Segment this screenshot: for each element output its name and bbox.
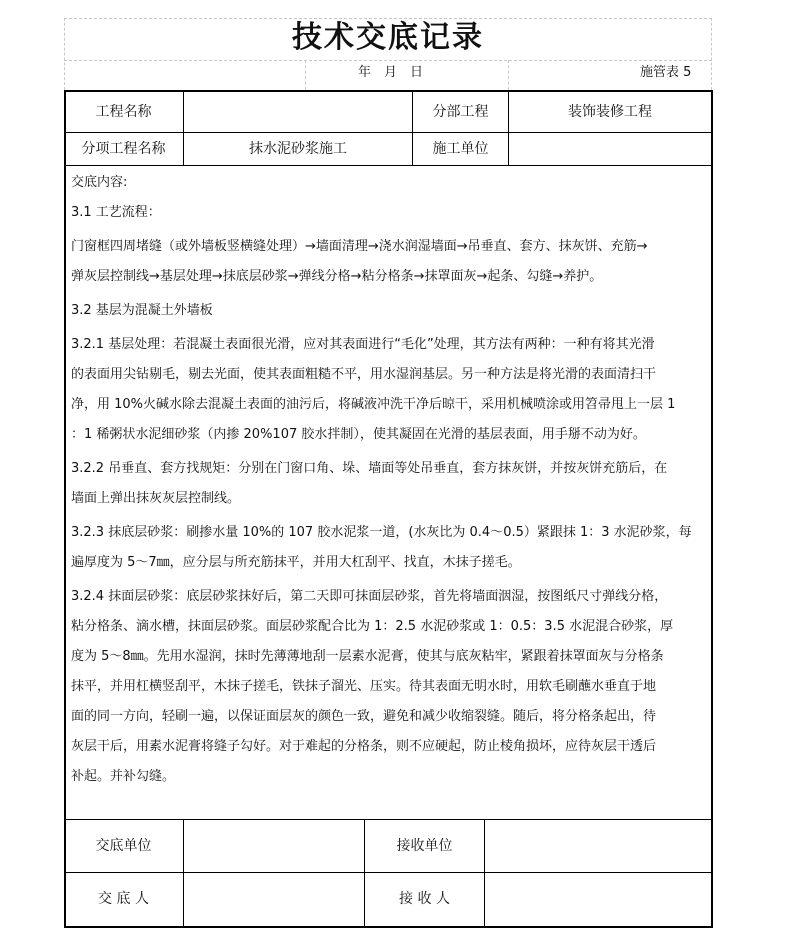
content-label: 交底内容: xyxy=(71,175,128,190)
project-name-label: 工程名称 xyxy=(95,104,152,120)
handover-unit-value[interactable] xyxy=(184,820,364,872)
table-border-bottom xyxy=(64,926,713,928)
handover-content xyxy=(71,168,711,792)
subitem-value[interactable]: 抹水泥砂浆施工 xyxy=(249,141,347,157)
page-title: 技术交底记录 xyxy=(292,20,484,55)
handover-person-label: 交 底 人 xyxy=(98,891,149,907)
form-code: 施管表 5 xyxy=(640,65,692,80)
content-line: 3.2.3 抹底层砂浆：刷掺水量 10%的 107 胶水泥浆一道，(水灰比为 0.4～0.5）紧跟抹 1：3 水泥砂浆，每 xyxy=(71,525,692,540)
receiving-unit-value[interactable] xyxy=(485,820,711,872)
content-line: 遍厚度为 5～7㎜，应分层与所充筋抹平，并用大杠刮平、找直，木抹子搓毛。 xyxy=(71,555,521,570)
content-line: ：1 稀粥状水泥细砂浆（内掺 20%107 胶水拌制），使其凝固在光滑的基层表面，用手掰不动为好。 xyxy=(71,427,646,442)
content-line: 3.2.2 吊垂直、套方找规矩：分别在门窗口角、垛、墙面等处吊垂直，套方抹灰饼，并按灰饼充筋后，在 xyxy=(71,461,668,476)
row-divider xyxy=(64,165,712,166)
receiving-person-value[interactable] xyxy=(485,873,711,926)
handover-unit-label: 交底单位 xyxy=(95,838,152,854)
date-field: 年 月 日 xyxy=(358,65,424,80)
receiving-person-label: 接 收 人 xyxy=(399,891,450,907)
content-line: 灰层干后，用素水泥膏将缝子勾好。对于难起的分格条，则不应硬起，防止棱角损坏，应待灰层干透后 xyxy=(71,739,657,754)
content-line: 门窗框四周堵缝（或外墙板竖横缝处理）→墙面清理→浇水润湿墙面→吊垂直、套方、抹灰饼、充筋→ xyxy=(71,239,648,254)
content-line: 度为 5～8㎜。先用水湿润，抹时先薄薄地刮一层素水泥膏，使其与底灰粘牢，紧跟着抹罩面灰与分格条 xyxy=(71,649,664,664)
grid-line xyxy=(508,60,509,90)
contractor-value[interactable] xyxy=(509,133,711,165)
content-line: 面的同一方向，轻刷一遍，以保证面层灰的颜色一致，避免和减少收缩裂缝。随后，将分格条起出，待 xyxy=(71,709,657,724)
content-line: 净，用 10%火碱水除去混凝土表面的油污后，将碱液冲洗干净后晾干，采用机械喷涂或用笤帚甩上一层 1 xyxy=(71,397,676,412)
subitem-label: 分项工程名称 xyxy=(81,141,166,157)
content-line: 抹平，并用杠横竖刮平，木抹子搓毛，铁抹子溜光、压实。待其表面无明水时，用软毛刷蘸水垂直于地 xyxy=(71,679,657,694)
division-value[interactable]: 装饰装修工程 xyxy=(568,104,652,120)
table-border-right xyxy=(711,90,713,928)
content-line: 3.2.1 基层处理：若混凝土表面很光滑，应对其表面进行“毛化”处理，其方法有两种：一种有将其光滑 xyxy=(71,337,655,352)
content-line: 补起。并补勾缝。 xyxy=(71,769,176,784)
division-label: 分部工程 xyxy=(432,104,489,120)
project-name-value[interactable] xyxy=(184,92,412,132)
contractor-label: 施工单位 xyxy=(432,141,489,157)
content-line: 3.1 工艺流程： xyxy=(71,205,161,220)
table-border-left xyxy=(64,90,66,928)
content-line: 3.2.4 抹面层砂浆：底层砂浆抹好后，第二天即可抹面层砂浆，首先将墙面洇湿，按图纸尺寸弹线分格， xyxy=(71,589,668,604)
content-line: 3.2 基层为混凝土外墙板 xyxy=(71,303,213,318)
grid-line xyxy=(305,60,306,90)
content-line: 墙面上弹出抹灰灰层控制线。 xyxy=(71,491,241,506)
content-line: 弹灰层控制线→基层处理→抹底层砂浆→弹线分格→粘分格条→抹罩面灰→起条、勾缝→养护。 xyxy=(71,269,603,284)
receiving-unit-label: 接收单位 xyxy=(396,838,453,854)
handover-person-value[interactable] xyxy=(184,873,364,926)
content-line: 粘分格条、滴水槽，抹面层砂浆。面层砂浆配合比为 1：2.5 水泥砂浆或 1：0.5：3.5 水泥混合砂浆，厚 xyxy=(71,619,674,634)
content-line: 的表面用尖钻剔毛，剔去光面，使其表面粗糙不平，用水湿润基层。另一种方法是将光滑的表面清扫干 xyxy=(71,367,657,382)
